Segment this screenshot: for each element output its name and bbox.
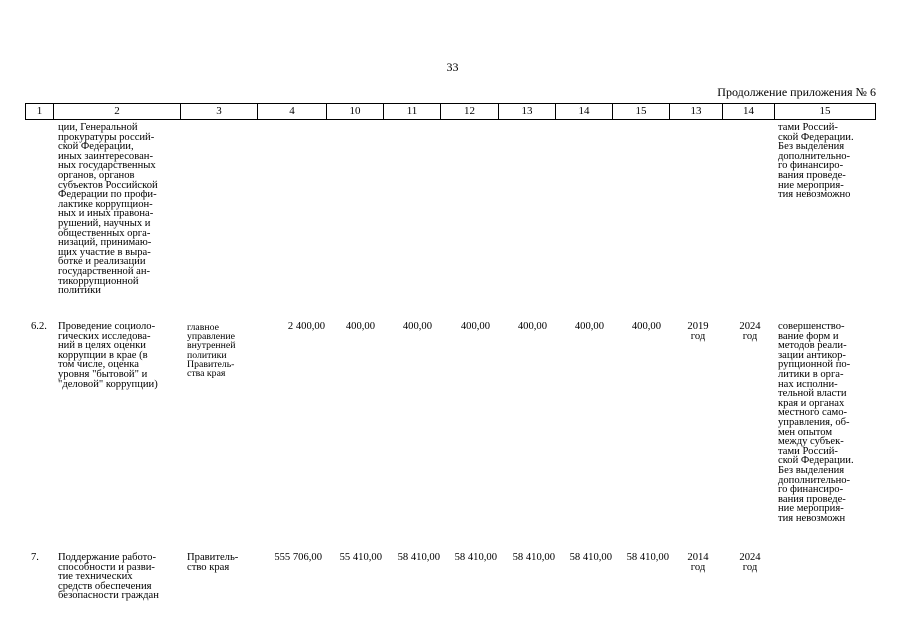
- row-6-2-value-2: 400,00: [402, 321, 432, 332]
- header-col-14: 14: [556, 104, 613, 119]
- row-7-value-3: 58 410,00: [454, 552, 497, 563]
- row-7-executor: Правитель- ство края: [187, 552, 239, 573]
- row-7-description: Поддержание работо- способности и разви- тие технических средств обеспечения безопасности граждан: [58, 552, 159, 602]
- row-7-number: 7.: [31, 552, 39, 563]
- appendix-continuation-label: Продолжение приложения № 6: [717, 85, 876, 99]
- row-7-end-year: 2024 год: [739, 552, 761, 573]
- continuation-description: ции, Генеральной прокуратуры россий- ской Федерации, иных заинтересован- ных государственных органов, органов субъектов Российской Федерации по профи- лактике коррупцион- ных и иных правона- рушений, научных и общественных орга- низаций, принимаю- щих участие в выра- ботке и реализации государственной ан- тикоррупционной политики: [58, 122, 158, 297]
- header-col-13: 13: [499, 104, 556, 119]
- row-6-2-start-year: 2019 год: [687, 321, 709, 342]
- header-col-10: 10: [327, 104, 384, 119]
- header-col-15b: 15: [819, 105, 831, 117]
- row-7-value-5: 58 410,00: [569, 552, 612, 563]
- header-col-12: 12: [441, 104, 499, 119]
- row-6-2-value-5: 400,00: [574, 321, 604, 332]
- row-7-start-year: 2014 год: [687, 552, 709, 573]
- row-6-2-value-1: 400,00: [345, 321, 375, 332]
- row-6-2-total: 2 400,00: [287, 321, 325, 332]
- header-col-3: 3: [181, 104, 258, 119]
- header-col-11: 11: [384, 104, 441, 119]
- table-header-row: [25, 103, 876, 120]
- header-col-13b: 13: [670, 104, 723, 119]
- header-col-15: 15: [613, 104, 670, 119]
- row-6-2-description: Проведение социоло- гических исследова- ний в целях оценки коррупции в крае (в том числе, оценка уровня "бытовой" и "деловой" коррупции): [58, 321, 158, 390]
- row-7-value-4: 58 410,00: [512, 552, 555, 563]
- continuation-result: тами Россий- ской Федерации. Без выделения дополнительно- го финансиро- вания проведе- ние мероприя- тия невозможно: [778, 122, 854, 201]
- row-6-2-executor: главное управление внутренней политики Правитель- ства края: [187, 322, 236, 380]
- header-col-1: 1: [26, 104, 54, 119]
- row-6-2-value-3: 400,00: [460, 321, 490, 332]
- row-6-2-value-6: 400,00: [631, 321, 661, 332]
- row-6-2-number: 6.2.: [31, 321, 47, 332]
- header-col-2: 2: [54, 104, 181, 119]
- row-6-2-value-4: 400,00: [517, 321, 547, 332]
- header-col-4: 4: [258, 104, 327, 119]
- header-col-14b: 14: [723, 104, 775, 119]
- row-7-value-2: 58 410,00: [397, 552, 440, 563]
- row-7-value-1: 55 410,00: [339, 552, 382, 563]
- row-7-total: 555 706,00: [274, 552, 322, 563]
- row-7-value-6: 58 410,00: [626, 552, 669, 563]
- page-number: 33: [446, 60, 459, 74]
- row-6-2-end-year: 2024 год: [739, 321, 761, 342]
- row-6-2-result: совершенство- вание форм и методов реали- зации антикор- рупционной по- литики в орга- нах исполни- тельной власти края и органах местного само- управления, об- мен опытом между субъек- тами Россий- ской Федерации. Без выделения дополнительно- го финансиро- вания проведе- ние мероприя- тия невозможн: [778, 321, 854, 524]
